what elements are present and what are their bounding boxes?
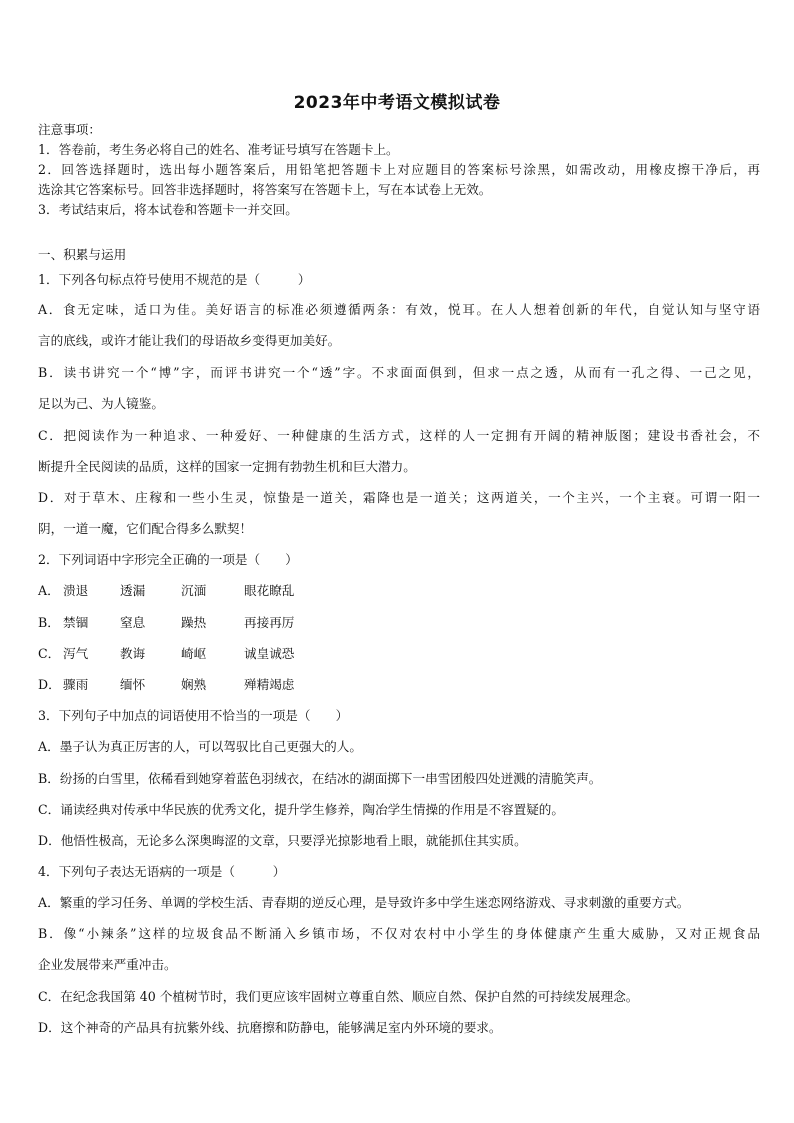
question-1-option-line: 断提升全民阅读的品质，这样的国家一定拥有勃勃生机和巨大潜力。	[38, 459, 416, 474]
question-1-option-line: 阴，一道一魔，它们配合得多么默契！	[38, 521, 253, 536]
option-word: 缅怀	[120, 677, 146, 692]
question-2-option-a	[38, 583, 760, 599]
question-3-option-line: B．纷扬的白雪里，依稀看到她穿着蓝色羽绒衣，在结冰的湖面掷下一串雪团般四处迸溅的清脆笑声。	[38, 771, 602, 786]
question-2-option-b	[38, 615, 760, 631]
option-word: 再接再厉	[244, 615, 295, 630]
option-word: 诚皇诚恐	[244, 646, 295, 661]
option-word: 泻气	[63, 646, 89, 661]
option-word: 溃退	[63, 583, 89, 598]
notice-item: 1．答卷前，考生务必将自己的姓名、准考证号填写在答题卡上。	[38, 142, 399, 157]
question-3-option-line: A．墨子认为真正厉害的人，可以驾驭比自己更强大的人。	[38, 739, 362, 754]
option-label: A．	[38, 583, 60, 598]
option-word: 崎岖	[181, 646, 207, 661]
notice-item: 选涂其它答案标号。回答非选择题时，将答案写在答题卡上，写在本试卷上无效。	[38, 182, 492, 197]
option-word: 娴熟	[181, 677, 207, 692]
page-title: 2023年中考语文模拟试卷	[293, 93, 501, 113]
question-2-option-d	[38, 677, 760, 693]
question-4-option-line: 企业发展带来严重冲击。	[38, 957, 177, 972]
option-word: 躁热	[181, 615, 207, 630]
notice-heading: 注意事项：	[38, 122, 101, 137]
question-1-option-line: B．读书讲究一个“博”字，而评书讲究一个“透”字。不求面面俱到，但求一点之透，从而有一孔之得、一己之见，	[38, 365, 760, 380]
option-word: 沉湎	[181, 583, 207, 598]
option-word: 教诲	[120, 646, 146, 661]
option-word: 禁锢	[63, 615, 89, 630]
question-4-stem: 4．下列句子表达无语病的一项是（ ）	[38, 864, 286, 879]
question-1-option-line: D．对于草木、庄稼和一些小生灵，惊蛰是一道关，霜降也是一道关；这两道关，一个主兴，一个主衰。可谓一阳一	[38, 490, 760, 505]
option-label: B．	[38, 615, 60, 630]
question-3-option-line: D．他悟性极高，无论多么深奥晦涩的文章，只要浮光掠影地看上眼，就能抓住其实质。	[38, 833, 527, 848]
question-3-option-line: C．诵读经典对传承中华民族的优秀文化，提升学生修养，陶冶学生情操的作用是不容置疑的。	[38, 802, 564, 817]
question-3-stem: 3．下列句子中加点的词语使用不恰当的一项是（ ）	[38, 708, 349, 723]
option-word: 骤雨	[63, 677, 89, 692]
option-label: C．	[38, 646, 61, 661]
option-word: 殚精竭虑	[244, 677, 295, 692]
question-4-option-line: B．像“小辣条”这样的垃圾食品不断涌入乡镇市场，不仅对农村中小学生的身体健康产生重大威胁，又对正规食品	[38, 926, 760, 941]
option-word: 眼花瞭乱	[244, 583, 295, 598]
question-1-option-line: C．把阅读作为一种追求、一种爱好、一种健康的生活方式，这样的人一定拥有开阔的精神版图；建设书香社会，不	[38, 428, 760, 443]
question-1-option-line: A．食无定味，适口为佳。美好语言的标准必须遵循两条：有效，悦耳。在人人想着创新的年代，自觉认知与坚守语	[38, 302, 760, 317]
question-1-option-line: 言的底线，或许才能让我们的母语故乡变得更加美好。	[38, 333, 341, 348]
question-4-option-line: D．这个神奇的产品具有抗紫外线、抗磨擦和防静电，能够满足室内外环境的要求。	[38, 1020, 502, 1035]
option-label: D．	[38, 677, 61, 692]
option-word: 窒息	[120, 615, 146, 630]
question-2-stem: 2．下列词语中字形完全正确的一项是（ ）	[38, 552, 298, 567]
question-1-stem: 1．下列各句标点符号使用不规范的是（ ）	[38, 272, 311, 287]
question-1-option-line: 足以为己、为人镜鉴。	[38, 396, 164, 411]
notice-item: 2．回答选择题时，选出每小题答案后，用铅笔把答题卡上对应题目的答案标号涂黑，如需改动，用橡皮擦干净后，再	[38, 162, 760, 177]
notice-item: 3．考试结束后，将本试卷和答题卡一并交回。	[38, 202, 298, 217]
question-4-option-line: C．在纪念我国第 40 个植树节时，我们更应该牢固树立尊重自然、顺应自然、保护自然的可持续发展理念。	[38, 989, 639, 1004]
question-2-option-c	[38, 646, 760, 662]
option-word: 透漏	[120, 583, 146, 598]
section-heading: 一、积累与运用	[38, 247, 127, 262]
question-4-option-line: A．繁重的学习任务、单调的学校生活、青春期的逆反心理，是导致许多中学生迷恋网络游戏、寻求刺激的重要方式。	[38, 895, 690, 910]
